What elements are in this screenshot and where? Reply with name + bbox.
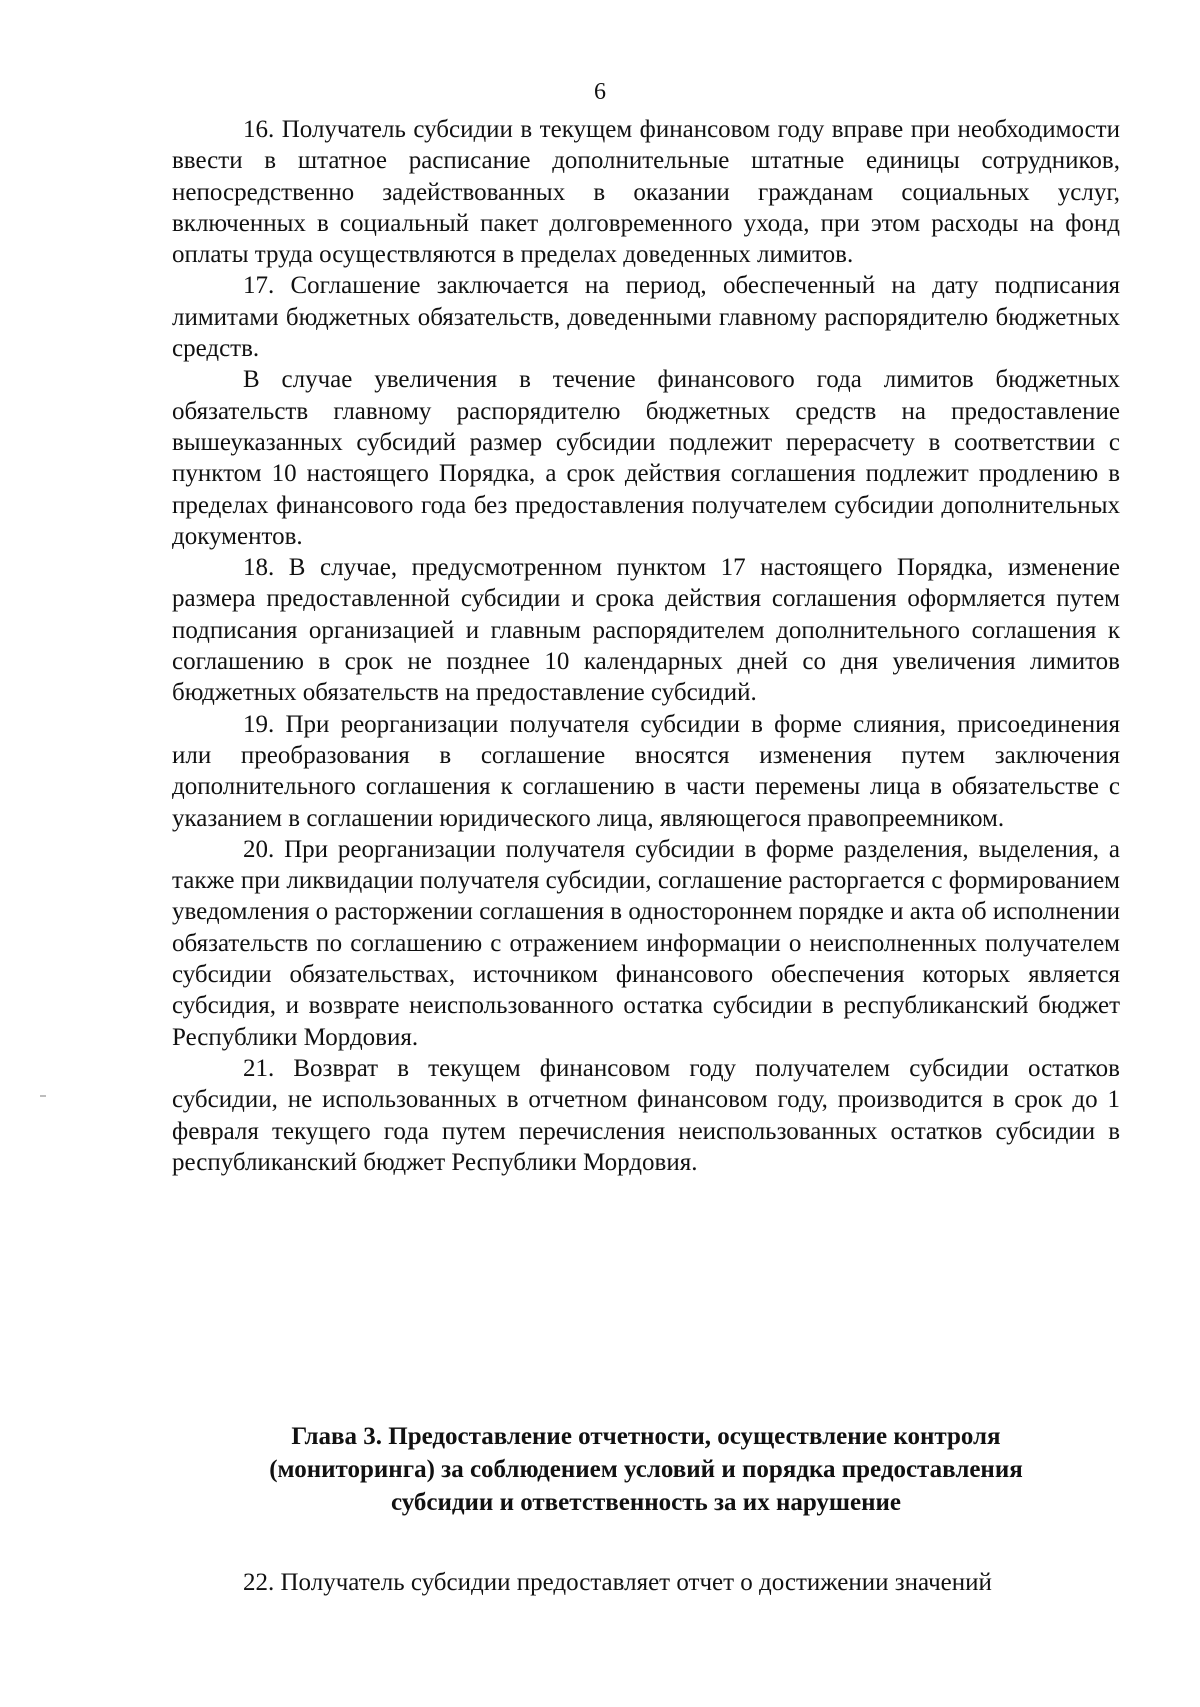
- chapter-heading-line: субсидии и ответственность за их нарушение: [390, 1489, 902, 1516]
- paragraph-22: 22. Получатель субсидии предоставляет отчет о достижении значений: [243, 1569, 992, 1596]
- chapter-heading-line: Глава 3. Предоставление отчетности, осуществление контроля: [291, 1423, 1001, 1450]
- chapter-heading-line: (мониторинга) за соблюдением условий и порядка предоставления: [269, 1456, 1023, 1483]
- document-body-continued: [172, 1567, 1120, 1598]
- scan-artifact: [40, 1095, 46, 1097]
- paragraph-17: 17. Соглашение заключается на период, обеспеченный на дату подписания лимитами бюджетных обязательств, доведенными главному распорядителю бюджетных средств.: [172, 272, 1120, 363]
- chapter-heading: [172, 1420, 1120, 1519]
- page-number: 6: [594, 79, 606, 105]
- paragraph-17-continuation: В случае увеличения в течение финансового года лимитов бюджетных обязательств главному распорядителю бюджетных средств на предоставление вышеуказанных субсидий размер субсидии подлежит перерасчету в соответствии с пунктом 10 настоящего Порядка, а срок действия соглашения подлежит продлению в пределах финансового года без предоставления получателем субсидии дополнительных документов.: [172, 366, 1120, 550]
- paragraph-21: 21. Возврат в текущем финансовом году получателем субсидии остатков субсидии, не использованных в отчетном финансовом году, производится в срок до 1 февраля текущего года путем перечисления неиспользованных остатков субсидии в республиканский бюджет Республики Мордовия.: [172, 1054, 1120, 1176]
- paragraph-16: 16. Получатель субсидии в текущем финансовом году вправе при необходимости ввести в штатное расписание дополнительные штатные единицы сотрудников, непосредственно задействованных в оказании гражданам социальных услуг, включенных в социальный пакет долговременного ухода, при этом расходы на фонд оплаты труда осуществляются в пределах доведенных лимитов.: [172, 116, 1120, 269]
- paragraph-18: 18. В случае, предусмотренном пунктом 17 настоящего Порядка, изменение размера предоставленной субсидии и срока действия соглашения оформляется путем подписания организацией и главным распорядителем дополнительного соглашения к соглашению в срок не позднее 10 календарных дней со дня увеличения лимитов бюджетных обязательств на предоставление субсидий.: [172, 554, 1120, 707]
- paragraph-20: 20. При реорганизации получателя субсидии в форме разделения, выделения, а также при ликвидации получателя субсидии, соглашение расторгается с формированием уведомления о расторжении соглашения в одностороннем порядке и акта об исполнении обязательств по соглашению с отражением информации о неисполненных получателем субсидии обязательствах, источником финансового обеспечения которых является субсидия, и возврате неиспользованного остатка субсидии в республиканский бюджет Республики Мордовия.: [172, 835, 1120, 1051]
- paragraph-19: 19. При реорганизации получателя субсидии в форме слияния, присоединения или преобразования в соглашение вносятся изменения путем заключения дополнительного соглашения к соглашению в части перемены лица в обязательстве с указанием в соглашении юридического лица, являющегося правопреемником.: [172, 710, 1120, 832]
- document-body: [172, 114, 1120, 1178]
